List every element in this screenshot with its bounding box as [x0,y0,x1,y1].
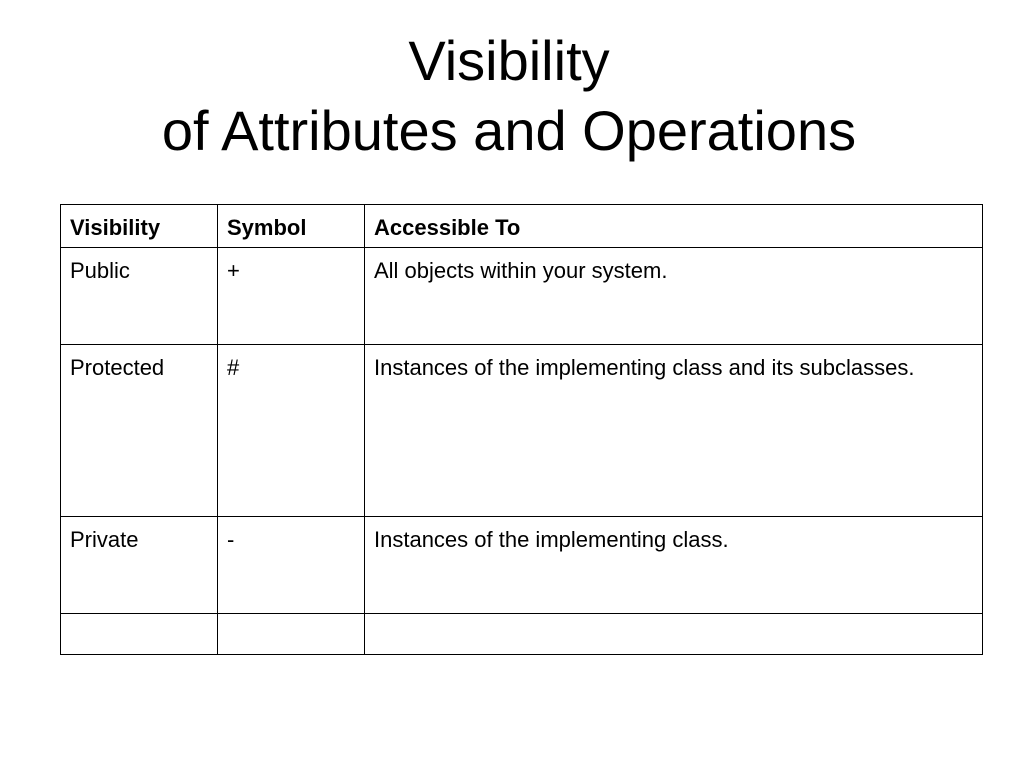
cell-visibility: Protected [61,345,218,517]
table-header-row [61,205,983,248]
cell-visibility [61,614,218,655]
visibility-table [60,204,983,655]
cell-accessible-to-text: All objects within your system. [374,258,668,283]
cell-visibility: Private [61,517,218,614]
slide-title-line-1: Visibility [408,29,610,92]
slide-title [0,26,1018,166]
cell-accessible-to [365,345,983,517]
table-row [61,614,983,655]
cell-accessible-to [365,517,983,614]
cell-symbol: + [218,248,365,345]
cell-symbol [218,614,365,655]
table-row [61,248,983,345]
cell-accessible-to-text: Instances of the implementing class. [374,527,729,552]
header-accessible-to: Accessible To [365,205,983,248]
cell-accessible-to [365,614,983,655]
cell-symbol: - [218,517,365,614]
cell-symbol: # [218,345,365,517]
cell-accessible-to-text: Instances of the implementing class and its subclasses. [374,355,915,380]
header-symbol: Symbol [218,205,365,248]
table-row [61,345,983,517]
cell-accessible-to [365,248,983,345]
table-row [61,517,983,614]
cell-visibility: Public [61,248,218,345]
slide-title-line-2: of Attributes and Operations [161,99,857,162]
header-visibility: Visibility [61,205,218,248]
